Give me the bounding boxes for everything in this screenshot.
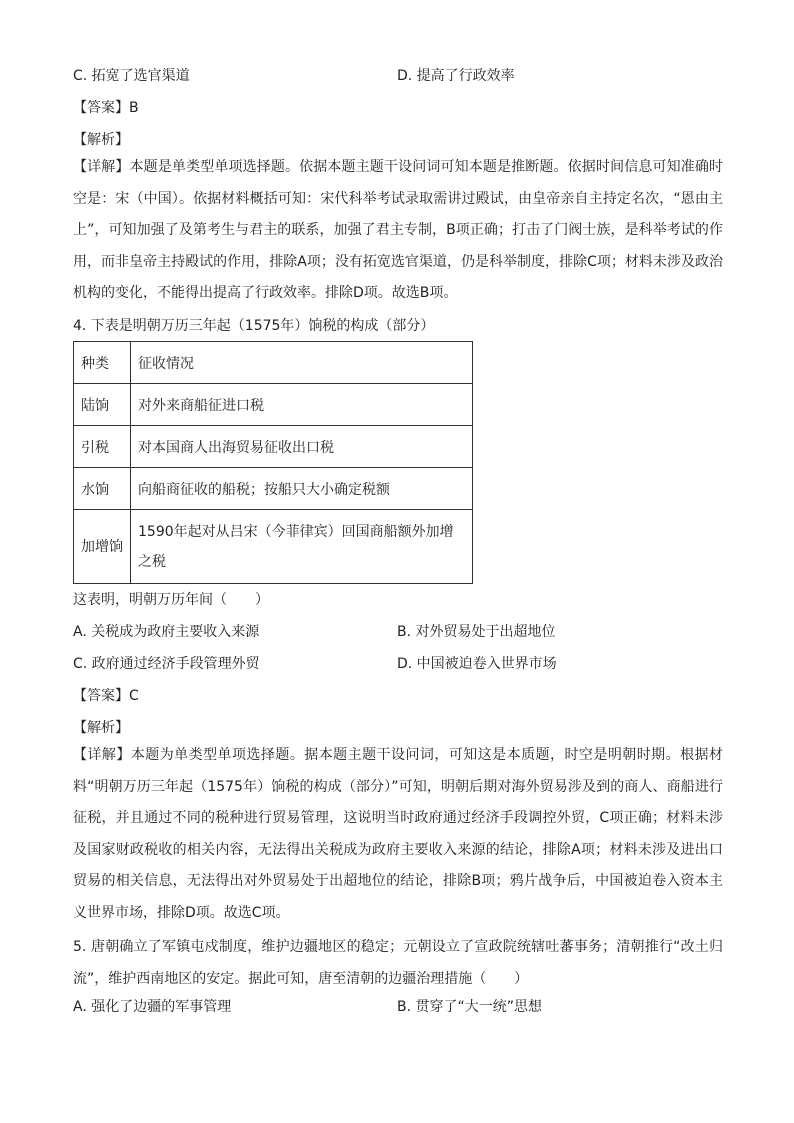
- table-row: [74, 510, 473, 584]
- q4-option-a: A. 关税成为政府主要收入来源: [73, 624, 260, 640]
- table-cell-text: 1590年起对从吕宋（今菲律宾）回国商船额外加增之税: [138, 523, 454, 570]
- table-cell: [131, 510, 473, 584]
- table-cell: [74, 510, 131, 584]
- q5-option-b: B. 贯穿了“大一统”思想: [397, 999, 543, 1015]
- q4-option-d: D. 中国被迫卷入世界市场: [397, 656, 557, 672]
- table-cell: 对外来商船征进口税: [131, 384, 473, 426]
- table-header-cell: 种类: [74, 342, 131, 384]
- q4-stem: 4. 下表是明朝万历三年起（1575年）饷税的构成（部分）: [73, 318, 435, 334]
- table-cell: 向船商征收的船税；按船只大小确定税额: [131, 468, 473, 510]
- table-cell: 陆饷: [74, 384, 131, 426]
- q4-answer: 【答案】C: [73, 688, 139, 704]
- tax-table: [73, 341, 473, 584]
- q3-analysis-label: 【解析】: [73, 132, 129, 148]
- q4-option-c: C. 政府通过经济手段管理外贸: [73, 656, 260, 672]
- table-cell: 引税: [74, 426, 131, 468]
- q3-detail: 【详解】本题是单类型单项选择题。依据本题主题干设问词可知本题是推断题。依据时间信息可知准确时空是：宋（中国）。依据材料概括可知：宋代科举考试录取需讲过殿试，由皇帝亲自主持定名次，“恩由主上”，可知加强了及第考生与君主的联系，加强了君主专制，B项正确；打击了门阀士族，是科举考试的作用，而非皇帝主持殿试的作用，排除A项；没有拓宽选官渠道，仍是科举制度，排除C项；材料未涉及政治机构的变化，不能得出提高了行政效率。排除D项。故选B项。: [73, 159, 723, 301]
- table-cell-text: 加增饷: [81, 538, 123, 555]
- q3-answer: 【答案】B: [73, 100, 139, 116]
- q4-analysis-label: 【解析】: [73, 720, 129, 736]
- q4-option-b: B. 对外贸易处于出超地位: [397, 624, 556, 640]
- table-header-cell: 征收情况: [131, 342, 473, 384]
- q3-option-c: C. 拓宽了选官渠道: [73, 68, 190, 84]
- q3-option-d: D. 提高了行政效率: [397, 68, 515, 84]
- table-cell: 水饷: [74, 468, 131, 510]
- q4-prompt: 这表明，明朝万历年间（ ）: [73, 592, 269, 608]
- q4-detail: 【详解】本题为单类型单项选择题。据本题主题干设问词，可知这是本质题，时空是明朝时期。根据材料“明朝万历三年起（1575年）饷税的构成（部分）”可知，明朝后期对海外贸易涉及到的商人、商船进行征税，并且通过不同的税种进行贸易管理，这说明当时政府通过经济手段调控外贸，C项正确；材料未涉及国家财政税收的相关内容，无法得出关税成为政府主要收入来源的结论，排除A项；材料未涉及进出口贸易的相关信息，无法得出对外贸易处于出超地位的结论，排除B项；鸦片战争后，中国被迫卷入资本主义世界市场，排除D项。故选C项。: [73, 747, 723, 921]
- table-row: [74, 468, 473, 510]
- q5-option-a: A. 强化了边疆的军事管理: [73, 999, 232, 1015]
- table-header-row: [74, 342, 473, 384]
- table-row: [74, 426, 473, 468]
- table-row: [74, 384, 473, 426]
- table-cell: 对本国商人出海贸易征收出口税: [131, 426, 473, 468]
- q5-stem: 5. 唐朝确立了军镇屯戍制度，维护边疆地区的稳定；元朝设立了宣政院统辖吐蕃事务；清朝推行“改土归流”，维护西南地区的安定。据此可知，唐至清朝的边疆治理措施（ ）: [73, 939, 723, 987]
